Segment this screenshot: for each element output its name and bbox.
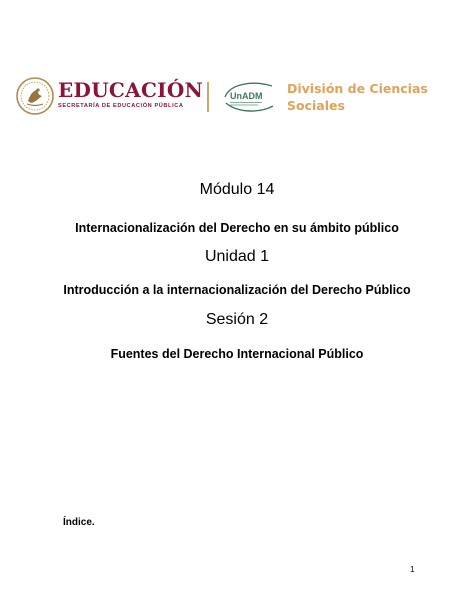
unadm-logo-text: UnADM (230, 91, 263, 101)
mexico-seal-icon (15, 76, 55, 116)
unidad-heading: Unidad 1 (204, 248, 270, 265)
sesion-heading: Sesión 2 (205, 311, 269, 328)
division-line-1: División de Ciencias (287, 81, 428, 96)
logo-divider (207, 82, 209, 112)
unidad-title: Introducción a la internacionalización del Derecho Público (63, 283, 411, 297)
modulo-title: Internacionalización del Derecho en su ámbito público (75, 221, 399, 235)
indice-heading: Índice. (63, 517, 95, 528)
sep-logo-subtitle: SECRETARÍA DE EDUCACIÓN PÚBLICA (58, 103, 184, 109)
modulo-heading: Módulo 14 (199, 181, 275, 198)
division-line-2: Sociales (287, 98, 345, 113)
sep-logo-title: EDUCACIÓN (58, 78, 204, 102)
division-label (287, 80, 437, 114)
page-number: 1 (410, 565, 415, 574)
sep-logo (58, 79, 203, 109)
unadm-logo-icon (222, 78, 276, 116)
sesion-title: Fuentes del Derecho Internacional Público (110, 347, 364, 361)
